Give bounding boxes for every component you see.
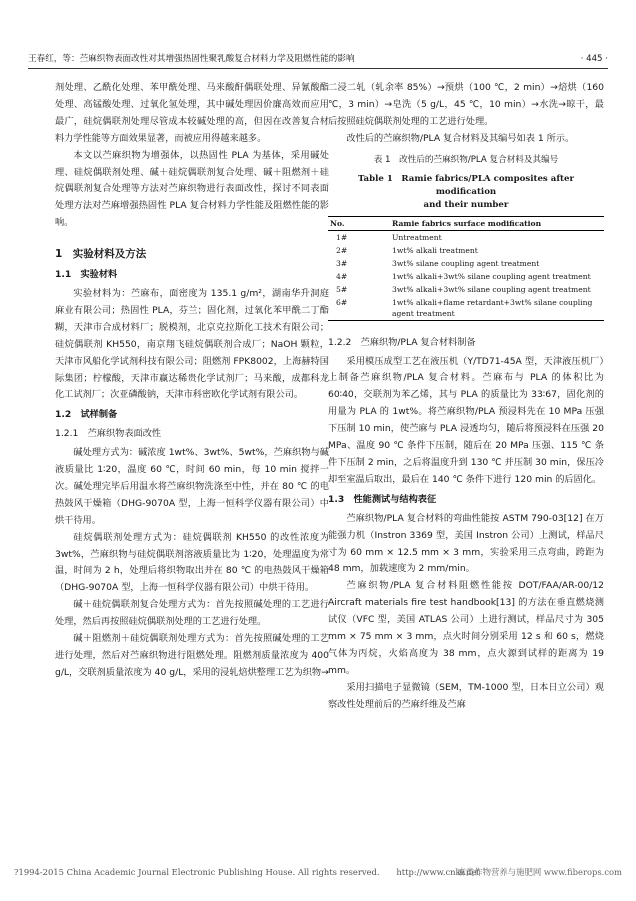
section-1-title: 1 实验材料及方法 — [55, 248, 147, 261]
silane-paragraph: 硅烷偶联剂处理方式为：硅烷偶联剂 KH550 的改性浓度为 3wt%，苎麻织物与硅烷偶联剂溶液质量比为 1∶20，处理温度为常温，时间为 2 h，处理后将织物取出并在 80 ℃ 的电热鼓风干燥箱（DHG-9070A 型，上海一恒科学仪器有限公司）中烘干待用。 — [55, 531, 329, 594]
site-watermark: 麻类作物营养与施肥网 www.fiberops.com — [457, 867, 622, 877]
table-cell-no: 2# — [336, 245, 348, 255]
table-row — [328, 283, 604, 296]
copyright-notice: ?1994-2015 China Academic Journal Electronic Publishing House. All rights reserved. http://www.cnki.net — [14, 867, 480, 877]
table-header-modification: Ramie fabrics surface modification — [392, 218, 542, 228]
process-continued: 二浸二轧（轧余率 85%）→预烘（100 ℃，2 min）→焙烘（160 ℃，3 min）→皂洗（5 g/L，45 ℃，10 min）→水洗→晾干，最后按照硅烷偶联剂处理的工艺进行处理。 — [328, 82, 604, 127]
sem-paragraph: 采用扫描电子显微镜（SEM，TM-1000 型，日本日立公司）观察改性处理前后的苎麻纤维及苎麻 — [328, 681, 604, 710]
table-header-no: No. — [330, 218, 345, 228]
table-cell-modification: 3wt% silane coupling agent treatment — [392, 258, 540, 268]
table-cell-no: 5# — [336, 284, 348, 294]
table-row — [328, 296, 604, 321]
table-cell-modification: 1wt% alkali+3wt% silane coupling agent treatment — [392, 271, 591, 281]
subsection-1-3-title: 1.3 性能测试与结构表征 — [328, 493, 437, 505]
intro-paragraph: 本文以苎麻织物为增强体，以热固性 PLA 为基体，采用碱处理、硅烷偶联剂处理、碱＋硅烷偶联剂复合处理、碱＋阻燃剂＋硅烷偶联剂复合处理等方法对苎麻织物进行表面改性，探讨不同表面处理方法对苎麻增强热固性 PLA 复合材料力学性能及阻燃性能的影响。 — [55, 149, 329, 229]
table-row — [328, 257, 604, 270]
bending-test-paragraph: 苎麻织物/PLA 复合材料的弯曲性能按 ASTM 790-03[12] 在万能强力机（Instron 3369 型，美国 Instron 公司）上测试，样品尺寸为 60 mm × 12.5 mm × 3 mm，实验采用三点弯曲，跨距为 48 mm，加载速度为 2 mm/min。 — [328, 512, 604, 575]
subsection-1-2-title: 1.2 试样制备 — [55, 409, 118, 421]
table-caption-en-line1: Table 1 Ramie fabrics/PLA composites after modification — [357, 173, 574, 197]
alkali-fr-silane-paragraph: 碱＋阻燃剂＋硅烷偶联剂处理方式为：首先按照碱处理的工艺进行处理，然后对苎麻织物进行阻燃处理。阻燃剂质量浓度为 400 g/L，交联剂质量浓度为 40 g/L，采用的浸轧焙烘整理工艺为织物→ — [55, 633, 329, 678]
subsection-1-2-1-title: 1.2.1 苎麻织物表面改性 — [55, 428, 162, 440]
header-title: 王春红，等：苎麻织物表面改性对其增强热固性聚乳酸复合材料力学及阻燃性能的影响 — [28, 54, 355, 64]
intro-continued: 剂处理、乙酰化处理、苯甲酰处理、马来酸酐偶联处理、异氰酸酯处理、高锰酸处理、过氧化氢处理，其中碱处理因价廉高效而应用最广，硅烷偶联剂处理尽管成本较碱处理的高，但因在改善复合材料力学性能等方面效果显著，而被应用得越来越多。 — [55, 82, 329, 144]
preparation-paragraph: 采用模压成型工艺在液压机（Y/TD71-45A 型，天津液压机厂）上制备苎麻织物/PLA 复合材料。苎麻布与 PLA 的体积比为 60∶40，交联剂为苯乙烯，其与 PLA 的质量比为 33∶67，固化剂的用量为 PLA 的 1wt%。将苎麻织物/PLA 预浸料先在 10 MPa 压强下压制 10 min，使苎麻与 PLA 浸透均匀，随后将预浸料在压强 20 MPa、温度 90 ℃ 条件下压制，随后在 20 MPa 压强、115 ℃ 条件下压制 2 min，之后将温度升到 130 ℃ 并压制 30 min，保压冷却至室温后取出，最后在 140 ℃ 条件下进行 120 min 的后固化。 — [328, 355, 604, 485]
flame-test-paragraph: 苎麻织物/PLA 复合材料阻燃性能按 DOT/FAA/AR-00/12 Aircraft materials fire test handbook[13] 的方法在垂直燃烧测试仪（VFC 型，美国 ATLAS 公司）上进行测试，样品尺寸为 305 mm × 75 mm × 3 mm，点火时间分别采用 12 s 和 60 s，燃烧气体为丙烷，火焰高度为 38 mm，点火源到试样的距离为 19 mm。 — [328, 580, 604, 676]
table-cell-no: 3# — [336, 258, 348, 268]
table-cell-modification: 1wt% alkali treatment — [392, 245, 478, 255]
page-footer — [14, 866, 622, 878]
table-caption-en-line2: and their number — [423, 199, 509, 210]
page-number: · 445 · — [580, 54, 608, 64]
table-cell-modification: 1wt% alkali+flame retardant+3wt% silane coupling agent treatment — [392, 297, 593, 318]
table-row — [328, 230, 604, 244]
subsection-1-1-title: 1.1 实验材料 — [55, 269, 118, 281]
after-mod-paragraph: 改性后的苎麻织物/PLA 复合材料及其编号如表 1 所示。 — [346, 132, 575, 144]
subsection-1-2-2-title: 1.2.2 苎麻织物/PLA 复合材料制备 — [328, 336, 476, 348]
left-column — [55, 80, 329, 682]
running-header — [28, 50, 608, 69]
table-cell-modification: 3wt% alkali+3wt% silane coupling agent treatment — [392, 284, 591, 294]
composites-table — [328, 216, 604, 321]
table-cell-no: 6# — [336, 297, 348, 307]
alkali-silane-paragraph: 碱＋硅烷偶联剂复合处理方式为：首先按照碱处理的工艺进行处理，然后再按照硅烷偶联剂处理的工艺进行处理。 — [55, 599, 329, 628]
table-header-row — [328, 216, 604, 230]
table-row — [328, 244, 604, 257]
table-cell-no: 1# — [336, 232, 348, 242]
table-cell-no: 4# — [336, 271, 348, 281]
table-row — [328, 270, 604, 283]
table-caption-cn: 表 1 改性后的苎麻织物/PLA 复合材料及其编号 — [373, 154, 559, 165]
alkali-paragraph: 碱处理方式为：碱浓度 1wt%、3wt%、5wt%，苎麻织物与碱液质量比 1∶20，温度 60 ℃，时间 60 min，每 10 min 搅拌一次。碱处理完毕后用温水将苎麻织物洗涤至中性，并在 80 ℃ 的电热鼓风干燥箱（DHG-9070A 型，上海一恒科学仪器有限公司）中烘干待用。 — [55, 447, 329, 526]
right-column — [328, 80, 604, 714]
table-cell-modification: Untreatment — [392, 232, 442, 242]
materials-paragraph: 实验材料为：苎麻布，面密度为 135.1 g/m²，湖南华升洞庭麻业有限公司；热固性 PLA，芬兰；固化剂，过氧化苯甲酰二丁酯糊，天津市合成材料厂；脱模剂，北京克拉斯化工技术有限公司；硅烷偶联剂 KH550，南京翔飞硅烷偶联剂合成厂；NaOH 颗粒，天津市风船化学试剂科技有限公司；阻燃剂 FPK8002，上海赫特国际集团；柠檬酸，天津市赢达稀贵化学试剂厂；马来酸，成都科龙化工试剂厂；次亚磷酸钠，天津市科密欧化学试剂有限公司。 — [55, 287, 329, 401]
